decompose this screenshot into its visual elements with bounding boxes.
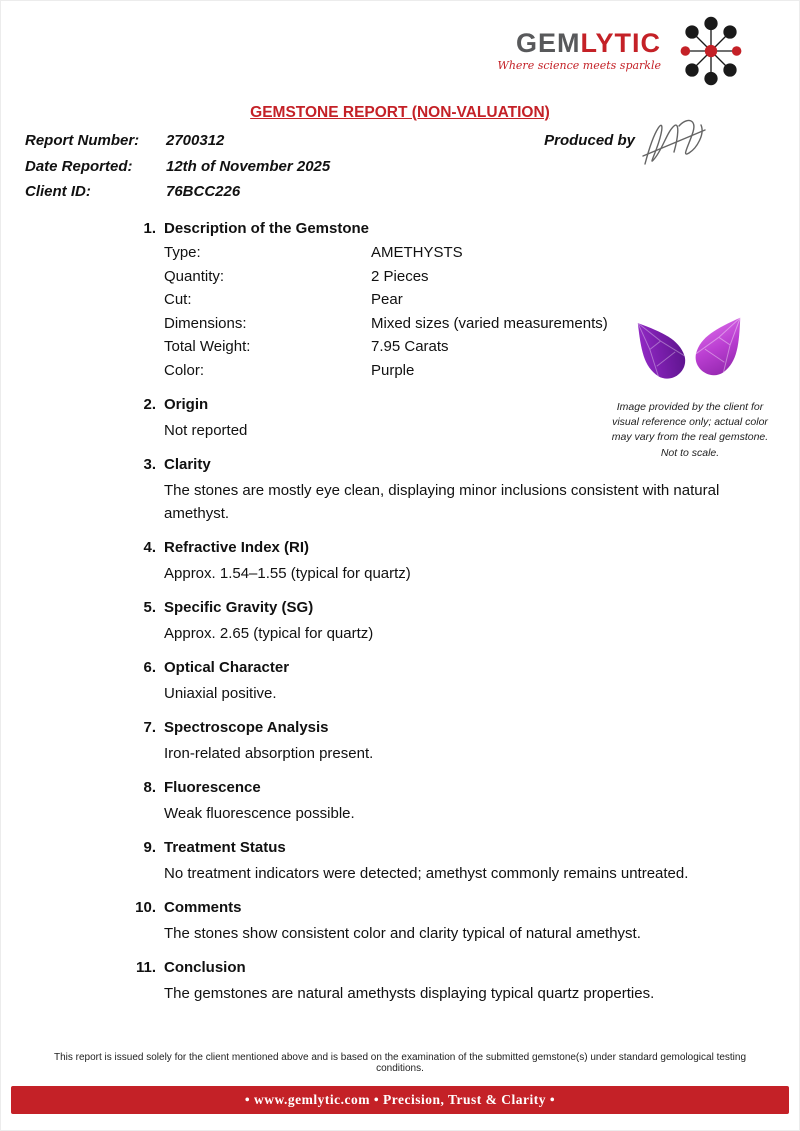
section-title: Fluorescence xyxy=(164,779,261,796)
section-treatment-status xyxy=(16,836,769,885)
section-title: Treatment Status xyxy=(164,839,286,856)
section-optical-character xyxy=(16,656,769,705)
field-value: 2 Pieces xyxy=(371,267,429,285)
section-body: The stones are mostly eye clean, displaying minor inclusions consistent with natural amethyst. xyxy=(164,482,720,522)
meta-label: Date Reported: xyxy=(25,157,133,175)
field-label: Dimensions: xyxy=(164,314,247,332)
produced-by-label: Produced by xyxy=(544,132,635,149)
gem-image-caption: Image provided by the client for visual reference only; actual color may vary from the real gemstone. Not to scale. xyxy=(611,401,769,459)
section-body: Uniaxial positive. xyxy=(164,685,277,702)
field-row-quantity xyxy=(164,265,769,289)
section-title: Origin xyxy=(164,396,209,413)
section-number: 6. xyxy=(143,659,156,676)
section-spectroscope-analysis xyxy=(16,716,769,765)
footer-brand-bar xyxy=(11,1086,789,1114)
field-value: 7.95 Carats xyxy=(371,338,449,355)
logo-text-lytic: LYTIC xyxy=(580,28,661,58)
report-title: GEMSTONE REPORT (NON-VALUATION) xyxy=(250,104,550,121)
section-number: 5. xyxy=(143,599,156,616)
section-body: Approx. 2.65 (typical for quartz) xyxy=(164,625,374,642)
logo xyxy=(498,13,661,72)
footer-disclaimer: This report is issued solely for the client mentioned above and is based on the examination of the submitted gemstone(s) under standard gemological testing conditions. xyxy=(53,1052,747,1074)
field-value: Mixed sizes (varied measurements) xyxy=(371,314,608,332)
section-title: Spectroscope Analysis xyxy=(164,719,329,736)
section-number: 1. xyxy=(143,220,156,237)
gem-figure xyxy=(609,301,771,461)
section-conclusion xyxy=(16,956,769,1005)
meta-value: 76BCC226 xyxy=(166,183,241,200)
section-number: 3. xyxy=(143,456,156,473)
field-row-type xyxy=(164,241,769,265)
section-body: Approx. 1.54–1.55 (typical for quartz) xyxy=(164,565,411,582)
field-value: Pear xyxy=(371,291,403,308)
field-label: Quantity: xyxy=(164,267,225,285)
section-body: The stones show consistent color and clarity typical of natural amethyst. xyxy=(164,925,641,942)
logo-tagline: Where science meets sparkle xyxy=(497,59,661,73)
field-label: Type: xyxy=(164,244,201,261)
section-body: No treatment indicators were detected; amethyst commonly remains untreated. xyxy=(164,865,689,882)
section-number: 4. xyxy=(143,539,156,556)
section-fluorescence xyxy=(16,776,769,825)
section-title: Conclusion xyxy=(164,959,246,976)
section-comments xyxy=(16,896,769,945)
section-body: Weak fluorescence possible. xyxy=(164,805,355,822)
section-title: Description of the Gemstone xyxy=(164,220,370,237)
section-body: Iron-related absorption present. xyxy=(164,745,374,762)
header xyxy=(498,13,749,89)
section-title: Clarity xyxy=(164,456,211,473)
section-clarity xyxy=(16,453,769,525)
section-number: 10. xyxy=(135,899,156,916)
section-specific-gravity xyxy=(16,596,769,645)
logo-wordmark xyxy=(498,29,661,57)
report-meta xyxy=(25,128,775,205)
signature-scribble xyxy=(633,112,715,174)
field-value: AMETHYSTS xyxy=(371,244,463,261)
meta-value: 12th of November 2025 xyxy=(166,157,331,175)
section-title: Specific Gravity (SG) xyxy=(164,599,314,616)
section-title: Comments xyxy=(164,899,242,916)
amethyst-gems-image xyxy=(612,301,768,389)
field-label: Total Weight: xyxy=(164,338,251,355)
meta-row-client-id xyxy=(25,179,775,205)
field-label: Cut: xyxy=(164,291,192,308)
field-label: Color: xyxy=(164,361,205,379)
section-title: Refractive Index (RI) xyxy=(164,539,310,556)
meta-label: Report Number: xyxy=(25,132,140,149)
section-number: 2. xyxy=(143,396,156,413)
footer-bar-text: • www.gemlytic.com • Precision, Trust & Clarity • xyxy=(244,1092,556,1107)
section-number: 7. xyxy=(143,719,156,736)
logo-text-gem: GEM xyxy=(515,28,581,58)
field-value: Purple xyxy=(371,361,415,379)
section-body: The gemstones are natural amethysts displaying typical quartz properties. xyxy=(164,985,655,1002)
section-number: 9. xyxy=(143,839,156,856)
section-number: 8. xyxy=(143,779,156,796)
section-body: Not reported xyxy=(164,422,248,439)
section-number: 11. xyxy=(135,959,156,976)
meta-label: Client ID: xyxy=(25,183,91,200)
snowflake-dots-icon xyxy=(673,13,749,89)
section-title: Optical Character xyxy=(164,659,290,676)
meta-value: 2700312 xyxy=(166,132,225,149)
section-refractive-index xyxy=(16,536,769,585)
